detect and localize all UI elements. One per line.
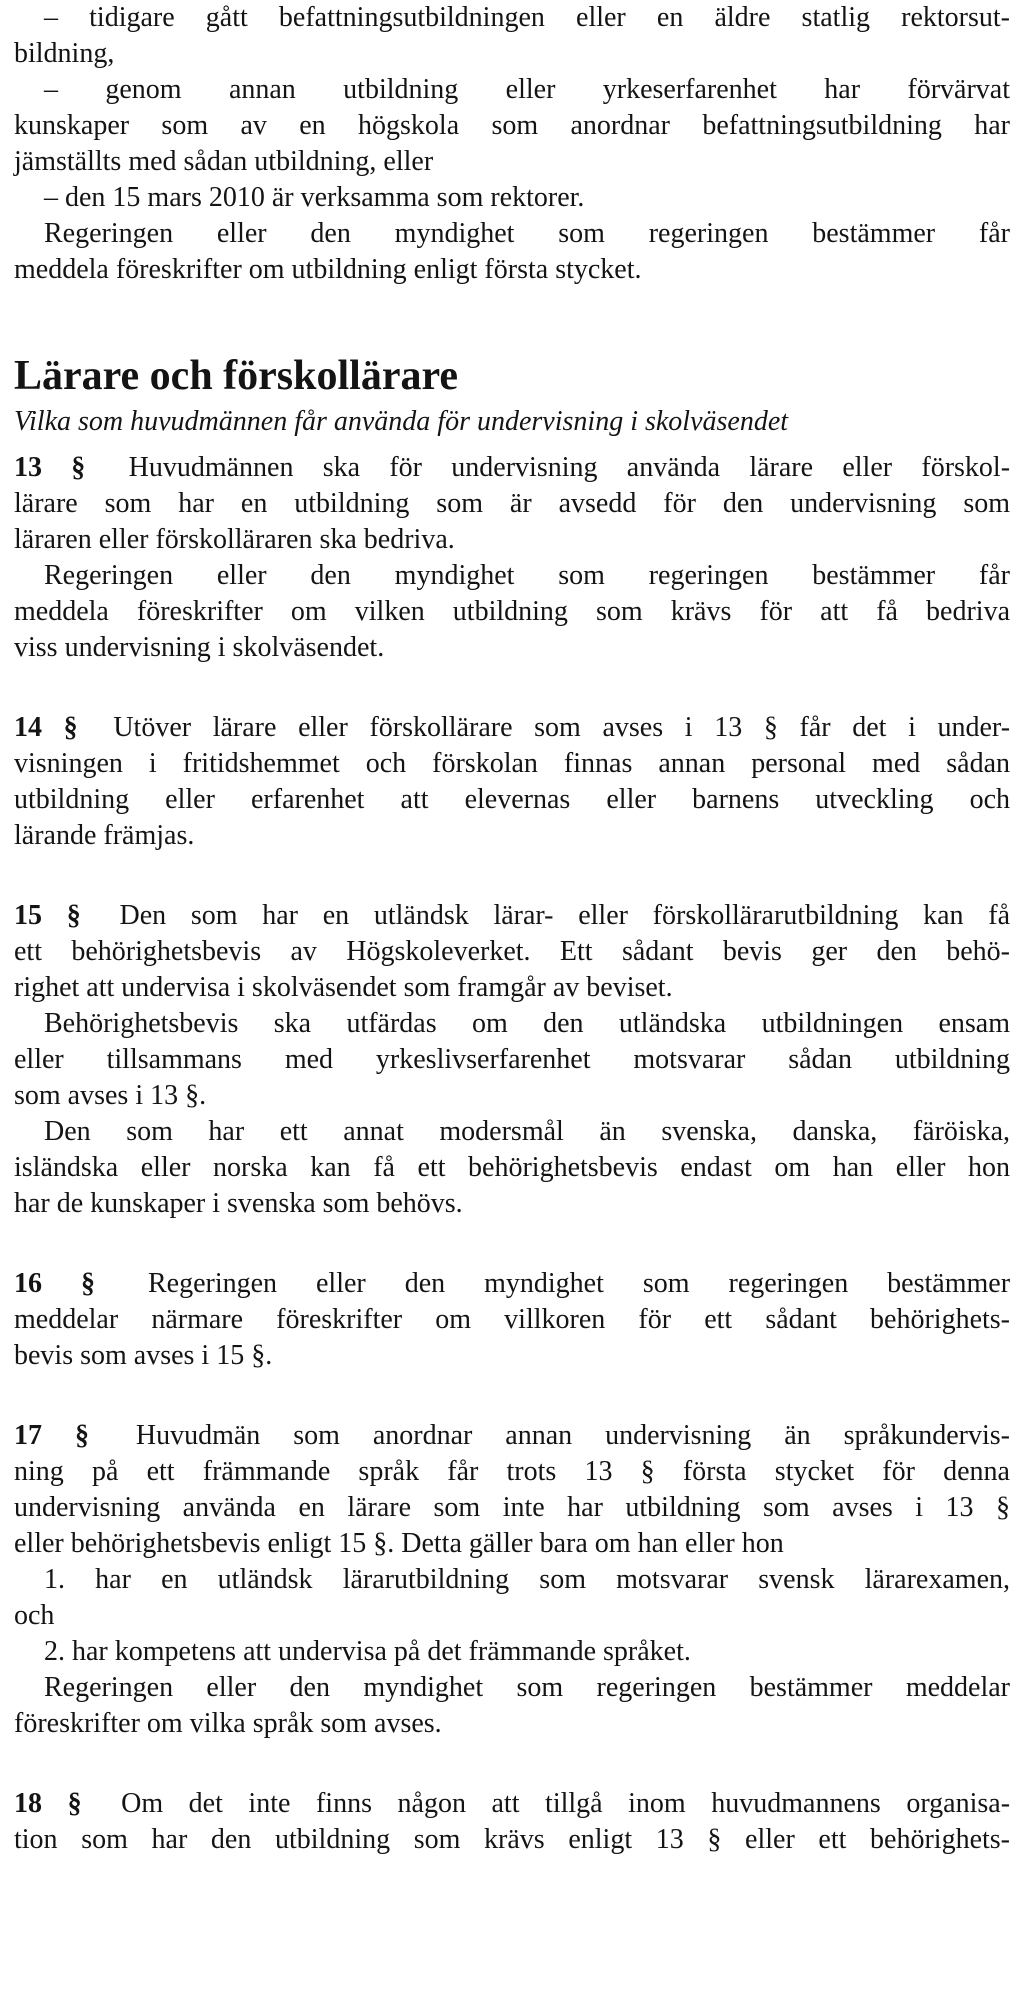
text-line: meddelar närmare föreskrifter om villkoren för ett sådant behörighets- — [14, 1304, 1010, 1335]
spacer — [14, 666, 1010, 710]
text-line: bildning, — [14, 38, 115, 69]
document-page — [14, 0, 1010, 1858]
section-number: 16 — [14, 1268, 81, 1299]
text-line: Behörighetsbevis ska utfärdas om den utländska utbildningen ensam — [44, 1008, 1010, 1039]
section-symbol: § — [71, 452, 86, 483]
text-line: viss undervisning i skolväsendet. — [14, 632, 385, 663]
section-text: Regeringen eller den myndighet som regeringen bestämmer — [147, 1268, 1011, 1299]
section-15 — [14, 898, 1010, 1222]
spacer — [14, 1222, 1010, 1266]
text-line: meddela föreskrifter om vilken utbildning som krävs för att få bedriva — [14, 596, 1010, 627]
section-text: Huvudmän som anordnar annan undervisning än språkundervis- — [135, 1420, 1010, 1451]
section-14 — [14, 710, 1010, 854]
section-first-line — [14, 1786, 1010, 1822]
text-line: och — [14, 1600, 55, 1631]
text-line: ett behörighetsbevis av Högskoleverket. Ett sådant bevis ger den behö- — [14, 936, 1010, 967]
section-symbol: § — [66, 900, 81, 931]
text-line: meddela föreskrifter om utbildning enligt första stycket. — [14, 254, 642, 285]
section-symbol: § — [74, 1420, 89, 1451]
section-text: Utöver lärare eller förskollärare som avses i 13 § får det i under- — [113, 712, 1011, 743]
section-symbol: § — [63, 712, 78, 743]
text-line: kunskaper som av en högskola som anordnar befattningsutbildning har — [14, 110, 1010, 141]
section-18 — [14, 1786, 1010, 1858]
text-line: eller tillsammans med yrkeslivserfarenhet motsvarar sådan utbildning — [14, 1044, 1010, 1075]
text-line: jämställts med sådan utbildning, eller — [14, 146, 434, 177]
top-text-block — [14, 0, 1010, 288]
text-line: ning på ett främmande språk får trots 13 § första stycket för denna — [14, 1456, 1010, 1487]
text-line: som avses i 13 §. — [14, 1080, 207, 1111]
text-line: Regeringen eller den myndighet som regeringen bestämmer får — [44, 560, 1010, 591]
section-first-line — [14, 1266, 1010, 1302]
section-text: Den som har en utländsk lärar- eller förskollärarutbildning kan få — [119, 900, 1011, 931]
section-first-line — [14, 1418, 1010, 1454]
section-number: 17 — [14, 1420, 75, 1451]
spacer — [14, 288, 1010, 358]
text-line: visningen i fritidshemmet och förskolan finnas annan personal med sådan — [14, 748, 1010, 779]
text-line: 1. har en utländsk lärarutbildning som motsvarar svensk lärarexamen, — [44, 1564, 1010, 1595]
text-line: Regeringen eller den myndighet som regeringen bestämmer får — [44, 218, 1010, 249]
text-line: utbildning eller erfarenhet att elevernas eller barnens utveckling och — [14, 784, 1010, 815]
text-line: läraren eller förskolläraren ska bedriva. — [14, 524, 455, 555]
spacer — [14, 854, 1010, 898]
text-line: eller behörighetsbevis enligt 15 §. Detta gäller bara om han eller hon — [14, 1528, 784, 1559]
section-number: 15 — [14, 900, 67, 931]
section-text: Om det inte finns någon att tillgå inom huvudmannens organisa- — [121, 1788, 1011, 1819]
section-symbol: § — [67, 1788, 82, 1819]
text-line: isländska eller norska kan få ett behörighetsbevis endast om han eller hon — [14, 1152, 1010, 1183]
section-text: Huvudmännen ska för undervisning använda lärare eller förskol- — [128, 452, 1011, 483]
text-line: bevis som avses i 15 §. — [14, 1340, 273, 1371]
section-first-line — [14, 450, 1010, 486]
section-number: 14 — [14, 712, 64, 743]
text-line: Den som har ett annat modersmål än svenska, danska, färöiska, — [44, 1116, 1010, 1147]
sections-container — [14, 450, 1010, 1858]
text-line: har de kunskaper i svenska som behövs. — [14, 1188, 463, 1219]
text-line: righet att undervisa i skolväsendet som framgår av beviset. — [14, 972, 673, 1003]
section-16 — [14, 1266, 1010, 1374]
section-number: 13 — [14, 452, 72, 483]
section-13 — [14, 450, 1010, 666]
section-17 — [14, 1418, 1010, 1742]
section-number: 18 — [14, 1788, 68, 1819]
text-line: – genom annan utbildning eller yrkeserfarenhet har förvärvat — [44, 74, 1010, 105]
text-line: Regeringen eller den myndighet som regeringen bestämmer meddelar — [44, 1672, 1010, 1703]
text-line: – den 15 mars 2010 är verksamma som rektorer. — [44, 182, 585, 213]
text-line: undervisning använda en lärare som inte har utbildning som avses i 13 § — [14, 1492, 1010, 1523]
text-line: lärande främjas. — [14, 820, 195, 851]
section-first-line — [14, 898, 1010, 934]
text-line: – tidigare gått befattningsutbildningen eller en äldre statlig rektorsut- — [44, 2, 1010, 33]
chapter-heading: Lärare och förskollärare — [14, 353, 459, 399]
chapter-subheading: Vilka som huvudmännen får använda för undervisning i skolväsendet — [14, 406, 789, 437]
text-line: 2. har kompetens att undervisa på det främmande språket. — [44, 1636, 691, 1667]
spacer — [14, 1374, 1010, 1418]
text-line: tion som har den utbildning som krävs enligt 13 § eller ett behörighets- — [14, 1824, 1010, 1855]
spacer — [14, 440, 1010, 450]
spacer — [14, 1742, 1010, 1786]
section-first-line — [14, 710, 1010, 746]
text-line: lärare som har en utbildning som är avsedd för den undervisning som — [14, 488, 1010, 519]
text-line: föreskrifter om vilka språk som avses. — [14, 1708, 442, 1739]
section-symbol: § — [80, 1268, 95, 1299]
